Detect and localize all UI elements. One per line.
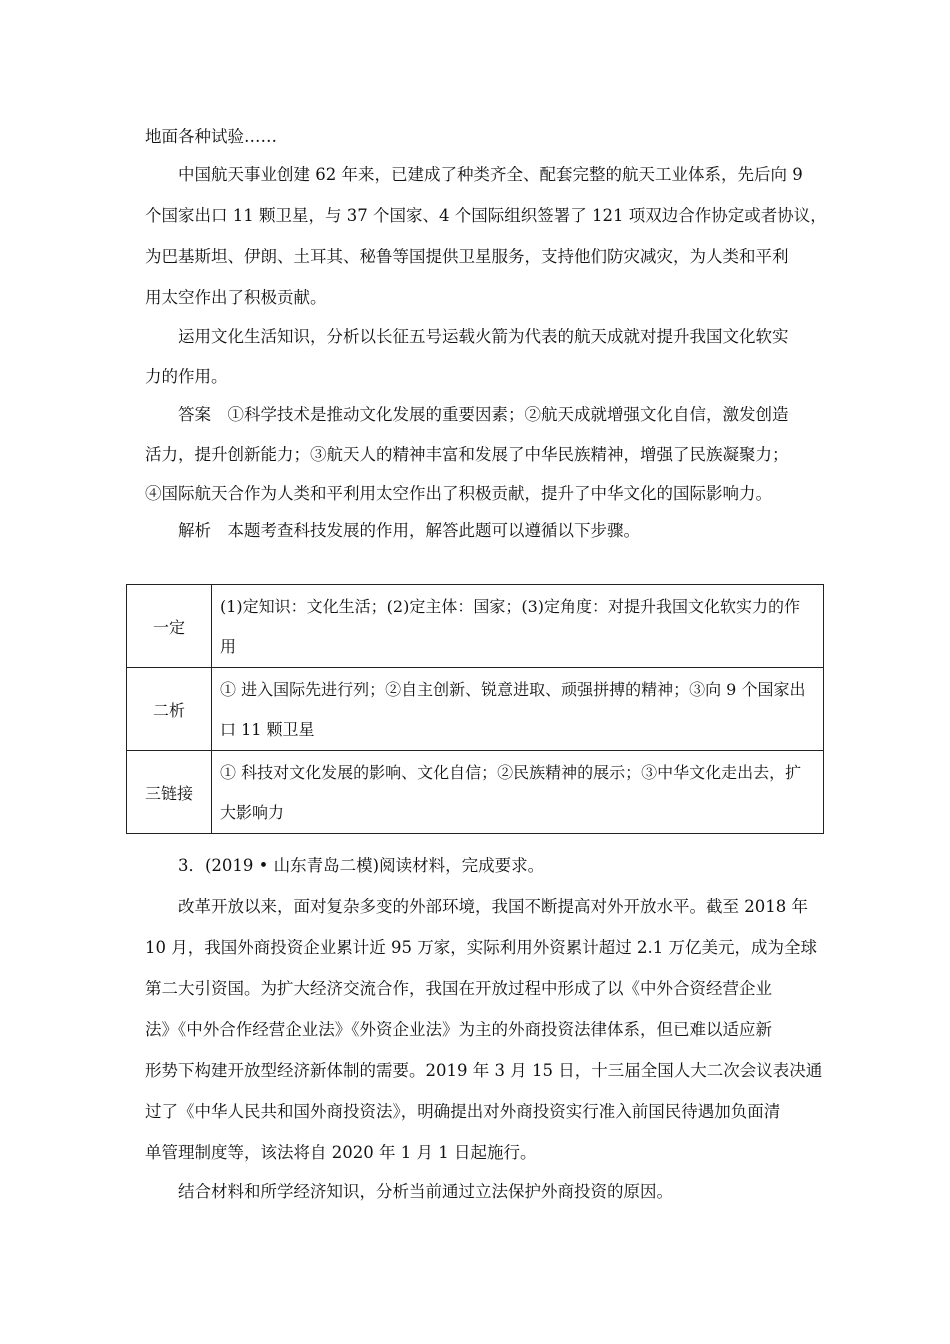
question-line: 力的作用。 [145,367,228,386]
paragraph-line: 中国航天事业创建 62 年来，已建成了种类齐全、配套完整的航天工业体系，先后向 9 [178,165,803,184]
table-row [127,585,824,668]
material-line: 10 月，我国外商投资企业累计近 95 万家，实际利用外资累计超过 2.1 万亿美元，成为全球 [145,938,817,957]
material-line: 第二大引资国。为扩大经济交流合作，我国在开放过程中形成了以《中外合资经营企业 [145,979,772,998]
analysis-steps-table [126,584,824,834]
question-line: 运用文化生活知识，分析以长征五号运载火箭为代表的航天成就对提升我国文化软实 [178,327,789,346]
answer-line: ④国际航天合作为人类和平利用太空作出了积极贡献，提升了中华文化的国际影响力。 [145,484,772,503]
material-line: 过了《中华人民共和国外商投资法》，明确提出对外商投资实行准入前国民待遇加负面清 [145,1102,781,1121]
paragraph-line: 个国家出口 11 颗卫星，与 37 个国家、4 个国际组织签署了 121 项双边合作协定或者协议， [145,206,827,225]
analysis-line: 解析 本题考查科技发展的作用，解答此题可以遵循以下步骤。 [178,521,640,540]
paragraph-line: 用太空作出了积极贡献。 [145,288,327,307]
step-cell: 一定 [127,585,212,668]
answer-line: 活力，提升创新能力；③航天人的精神丰富和发展了中华民族精神，增强了民族凝聚力； [145,445,789,464]
material-line: 单管理制度等，该法将自 2020 年 1 月 1 日起施行。 [145,1143,537,1162]
step-content-cell: ① 进入国际先进行列；②自主创新、锐意进取、顽强拼搏的精神；③向 9 个国家出口 11 颗卫星 [212,668,824,751]
material-line: 法》《中外合作经营企业法》《外资企业法》为主的外商投资法律体系，但已难以适应新 [145,1020,772,1039]
requirement-line: 结合材料和所学经济知识，分析当前通过立法保护外商投资的原因。 [178,1182,673,1201]
material-line: 改革开放以来，面对复杂多变的外部环境，我国不断提高对外开放水平。截至 2018 年 [178,897,808,916]
table-row [127,668,824,751]
step-content-cell: ① 科技对文化发展的影响、文化自信；②民族精神的展示；③中华文化走出去，扩大影响力 [212,751,824,834]
question-number-line: 3．(2019 • 山东青岛二模)阅读材料，完成要求。 [178,856,545,875]
step-cell: 三链接 [127,751,212,834]
step-content-cell: (1)定知识：文化生活；(2)定主体：国家；(3)定角度：对提升我国文化软实力的作用 [212,585,824,668]
table-row [127,751,824,834]
answer-line: 答案 ①科学技术是推动文化发展的重要因素；②航天成就增强文化自信，激发创造 [178,405,789,424]
step-cell: 二析 [127,668,212,751]
paragraph-line: 地面各种试验…… [145,127,277,146]
paragraph-line: 为巴基斯坦、伊朗、土耳其、秘鲁等国提供卫星服务，支持他们防灾减灾，为人类和平利 [145,247,789,266]
material-line: 形势下构建开放型经济新体制的需要。2019 年 3 月 15 日，十三届全国人大二次会议表决通 [145,1061,823,1080]
